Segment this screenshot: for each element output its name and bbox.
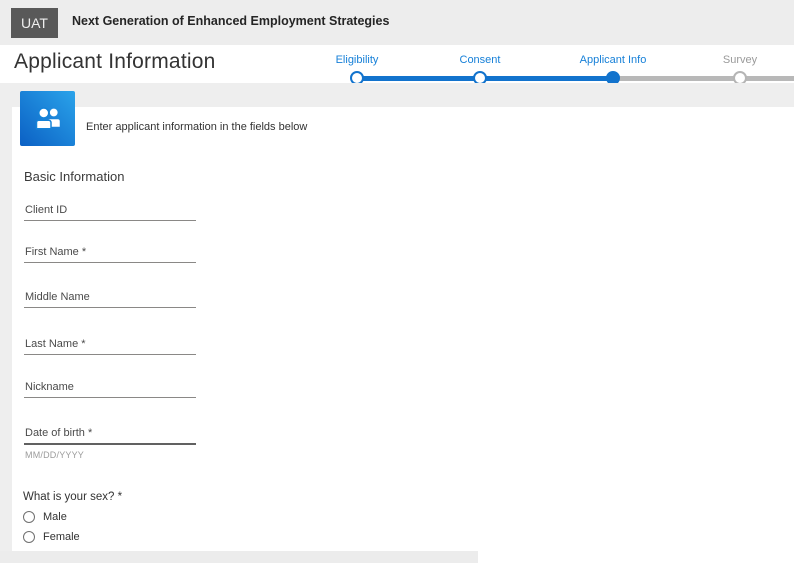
uat-environment-badge: UAT [11, 8, 58, 38]
last-name-input[interactable] [24, 337, 196, 355]
radio-option-female[interactable] [23, 530, 80, 544]
radio-option-male[interactable] [23, 510, 67, 524]
left-margin-rail [0, 107, 12, 563]
step-label-survey: Survey [722, 54, 758, 66]
radio-button-icon[interactable] [23, 531, 35, 543]
section-title-basic-information: Basic Information [24, 169, 125, 184]
sex-question-label: What is your sex? * [23, 491, 123, 503]
date-format-hint: MM/DD/YYYY [25, 450, 85, 460]
radio-option-label: Male [43, 511, 67, 523]
instruction-text: Enter applicant information in the fields below [86, 121, 308, 133]
applicant-section-tile [20, 91, 75, 146]
step-label-eligibility: Eligibility [335, 54, 379, 66]
people-icon [33, 104, 63, 134]
nickname-input[interactable] [24, 380, 196, 398]
horizontal-scrollbar[interactable] [0, 551, 478, 563]
radio-button-icon[interactable] [23, 511, 35, 523]
step-label-applicant-info: Applicant Info [579, 54, 647, 66]
page-title: Applicant Information [14, 50, 216, 73]
stepper-line-upcoming [613, 76, 794, 81]
app-title: Next Generation of Enhanced Employment Strategies [72, 14, 390, 28]
middle-name-input[interactable] [24, 290, 196, 308]
date-of-birth-input[interactable] [24, 427, 196, 445]
top-bar [0, 0, 794, 45]
section-divider-band [0, 83, 794, 107]
step-label-consent: Consent [459, 54, 501, 66]
first-name-input[interactable] [24, 245, 196, 263]
radio-option-label: Female [43, 531, 80, 543]
client-id-input[interactable] [24, 203, 196, 221]
